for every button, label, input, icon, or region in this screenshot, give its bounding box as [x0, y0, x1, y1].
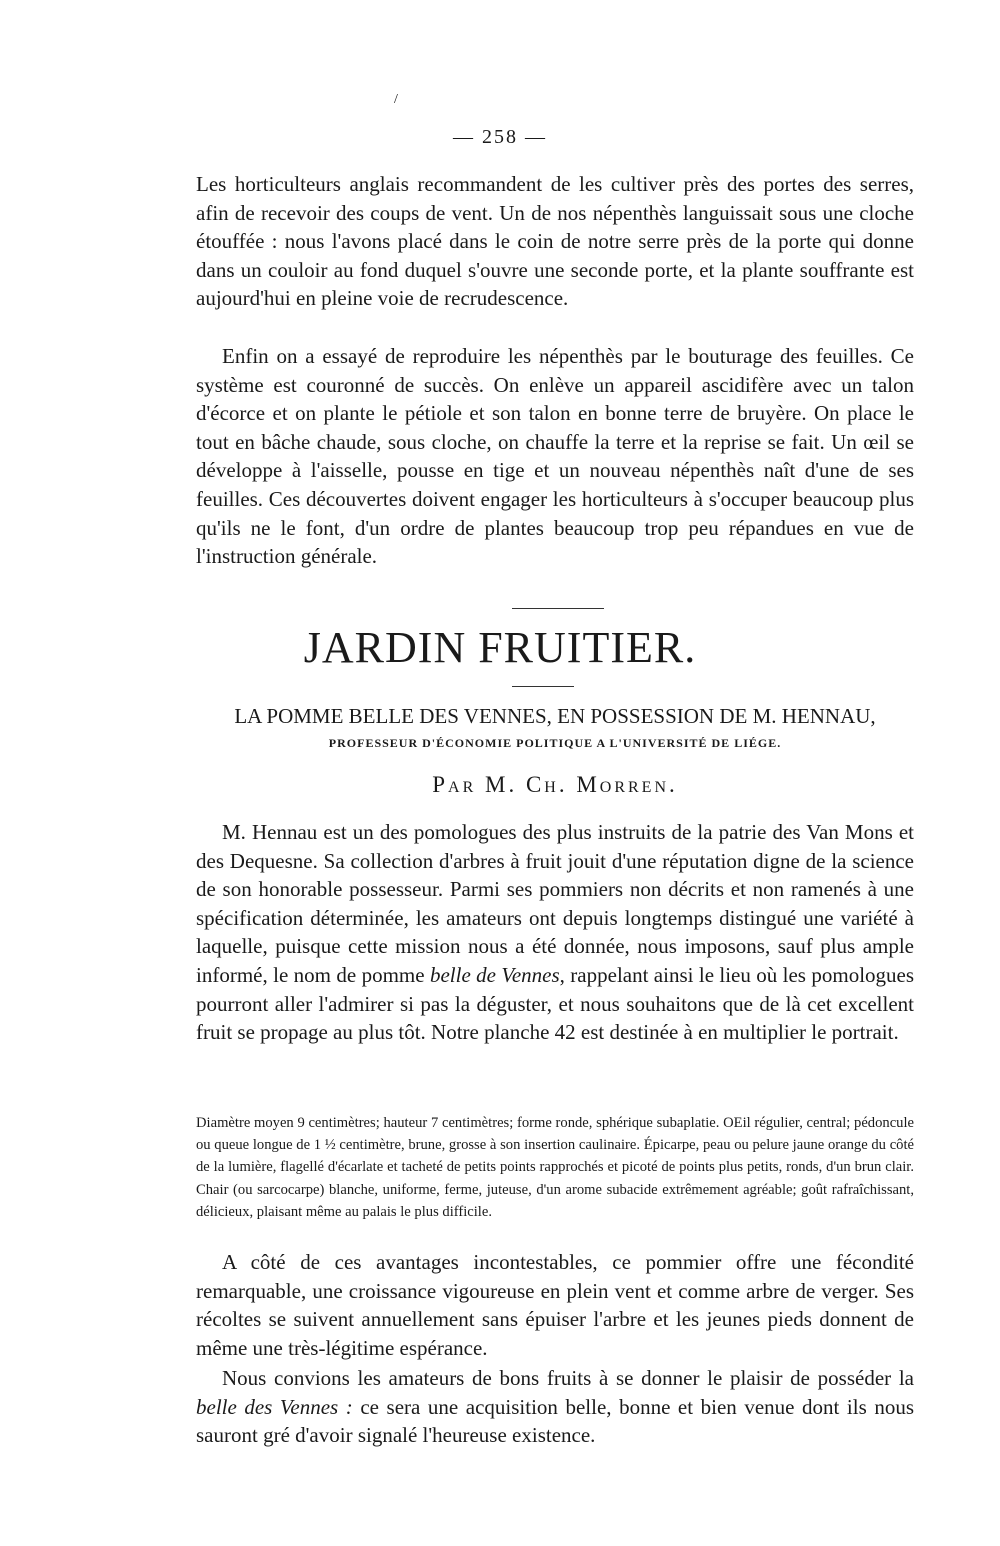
section-rule-top: [512, 608, 604, 609]
paragraph-hennau-text-a: M. Hennau est un des pomologues des plus instruits de la patrie des Van Mons et des Dequesne. Sa collection d'arbres à fruit jouit d'une réputation digne de la science de son honorable possesseur. Parmi ses pommiers non décrits et non ramenés à une spécification déterminée, les amateurs ont depuis longtemps distingué une variété à laquelle, puisque cette mission nous a été donnée, nous imposons, sauf plus ample informé, le nom de pomme: [196, 820, 914, 987]
apple-name-italic-2: belle des Vennes :: [196, 1394, 353, 1419]
paragraph-hennau-text-b: , rappelant ainsi le lieu où les pomologues pourront aller l'admirer si pas la déguster, et nous souhaitons que de là cet excellent fruit se propage au plus tôt. Notre planche 42 est destinée à en multiplier le portrait.: [196, 962, 915, 1045]
paragraph-hennau: [196, 818, 914, 1047]
paragraph-invitation: [196, 1364, 914, 1450]
section-title: JARDIN FRUITIER.: [303, 623, 697, 672]
paragraph-invitation-text-a: Nous convions les amateurs de bons fruits à se donner le plaisir de posséder la: [222, 1366, 914, 1390]
paragraph-ventilation: Les horticulteurs anglais recommandent de les cultiver près des portes des serres, afin de recevoir des coups de vent. Un de nos népenthès languissait sous une cloche étouffée : nous l'avons placé dans le coin de notre serre près de la porte qui donne dans un couloir au fond duquel s'ouvre une seconde porte, et la plante souffrante est aujourd'hui en pleine voie de recrudescence.: [196, 172, 914, 311]
apple-description: Diamètre moyen 9 centimètres; hauteur 7 centimètres; forme ronde, sphérique subaplatie. OEil régulier, central; pédoncule ou queue longue de 1 ½ centimètre, brune, grosse à son insertion caulinaire. Épicarpe, peau ou pelure jaune orange du côté de la lumière, flagellé d'écarlate et tacheté de petits points rapprochés et picoté de points plus petits, ronds, d'un brun clair. Chair (ou sarcocarpe) blanche, uniforme, ferme, juteuse, d'un arome subacide extrêmement agréable; goût rafraîchissant, délicieux, plaisant même au palais le plus difficile.: [196, 1115, 914, 1220]
article-heading: LA POMME BELLE DES VENNES, EN POSSESSION DE M. HENNAU,: [234, 704, 876, 728]
section-rule-bottom: [512, 686, 574, 687]
article-subheading: PROFESSEUR D'ÉCONOMIE POLITIQUE A L'UNIVERSITÉ DE LIÉGE.: [328, 736, 782, 750]
author-byline: Par M. Ch. Morren.: [432, 772, 678, 797]
page-number: — 258 —: [453, 126, 547, 148]
stray-mark: /: [394, 92, 398, 107]
paragraph-cuttings: Enfin on a essayé de reproduire les népenthès par le bouturage des feuilles. Ce système est couronné de succès. On enlève un appareil ascidifère avec un talon d'écorce et on plante le pétiole et son talon en bonne terre de bruyère. On place le tout en bâche chaude, sous cloche, on chauffe la terre et la reprise se fait. Un œil se développe à l'aisselle, pousse en tige et un nouveau népenthès naît d'une de ses feuilles. Ces découvertes doivent engager les horticulteurs à s'occuper beaucoup plus qu'ils ne le font, d'un ordre de plantes beaucoup trop peu répandues en vue de l'instruction générale.: [196, 344, 914, 569]
paragraph-advantages: A côté de ces avantages incontestables, ce pommier offre une fécondité remarquable, une croissance vigoureuse en plein vent et comme arbre de verger. Ses récoltes se suivent annuellement sans épuiser l'arbre et les jeunes pieds donnent de même une très-légitime espérance.: [196, 1250, 914, 1360]
apple-name-italic: belle de Vennes: [429, 962, 560, 987]
paragraph-invitation-text-b: ce sera une acquisition belle, bonne et bien venue dont ils nous sauront gré d'avoir signalé l'heureuse existence.: [196, 1394, 914, 1448]
